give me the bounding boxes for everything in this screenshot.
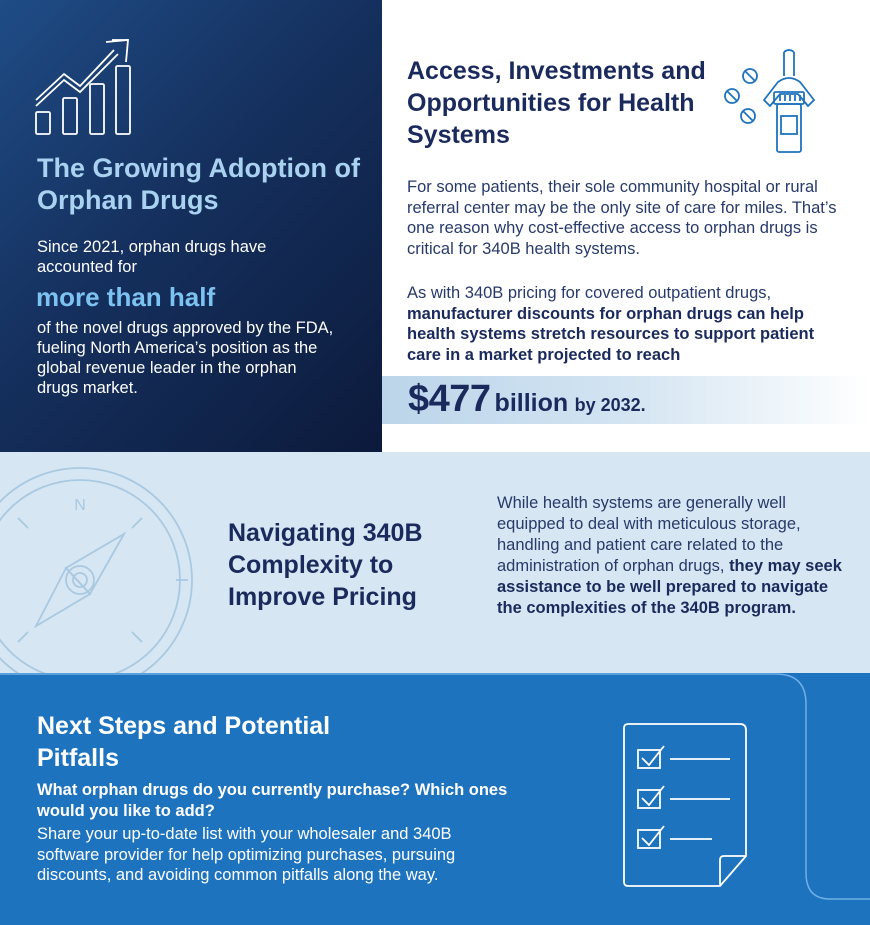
access-paragraph-2	[407, 283, 847, 365]
navigating-body-lead: While health systems are generally well equipped to deal with meticulous storage, handling and patient care related to the administration of orphan drugs,	[497, 494, 801, 575]
adoption-highlight: more than half	[36, 282, 216, 312]
compass-north-label: N	[74, 497, 86, 514]
adoption-title: The Growing Adoption of Orphan Drugs	[37, 153, 360, 215]
navigating-body	[497, 493, 842, 619]
adoption-lead-text: Since 2021, orphan drugs have accounted for	[37, 238, 267, 276]
pill-bottle-icon	[718, 48, 828, 156]
access-paragraph-1: For some patients, their sole community hospital or rural referral center may be the only site of care for miles. That’s one reason why cost-effective access to orphan drugs is critical for 340B health systems.	[407, 178, 837, 258]
access-title: Access, Investments and Opportunities for Health Systems	[407, 57, 706, 149]
next-steps-body: Share your up-to-date list with your wholesaler and 340B software provider for help optimizing purchases, pursuing discounts, and avoiding common pitfalls along the way.	[37, 825, 456, 884]
market-stat-year: by 2032.	[574, 395, 646, 415]
market-stat-value: $477	[408, 378, 491, 420]
checklist-icon	[622, 722, 752, 892]
navigating-title: Navigating 340B Complexity to Improve Pricing	[228, 519, 423, 611]
compass-icon	[0, 462, 198, 673]
access-p2-bold: manufacturer discounts for orphan drugs can help health systems stretch resources to support patient care in a market projected to reach	[407, 304, 815, 364]
next-steps-title: Next Steps and Potential Pitfalls	[37, 712, 331, 772]
growth-chart-icon	[34, 36, 134, 136]
market-stat-unit: billion	[494, 389, 569, 417]
market-stat	[408, 378, 646, 421]
access-p2-lead: As with 340B pricing for covered outpatient drugs,	[407, 284, 772, 302]
navigating-body-bold: they may seek assistance to be well prepared to navigate the complexities of the 340B program.	[497, 557, 842, 617]
adoption-body-text: of the novel drugs approved by the FDA, fueling North America’s position as the global revenue leader in the orphan drugs market.	[37, 319, 334, 397]
next-steps-question: What orphan drugs do you currently purchase? Which ones would you like to add?	[37, 781, 508, 820]
